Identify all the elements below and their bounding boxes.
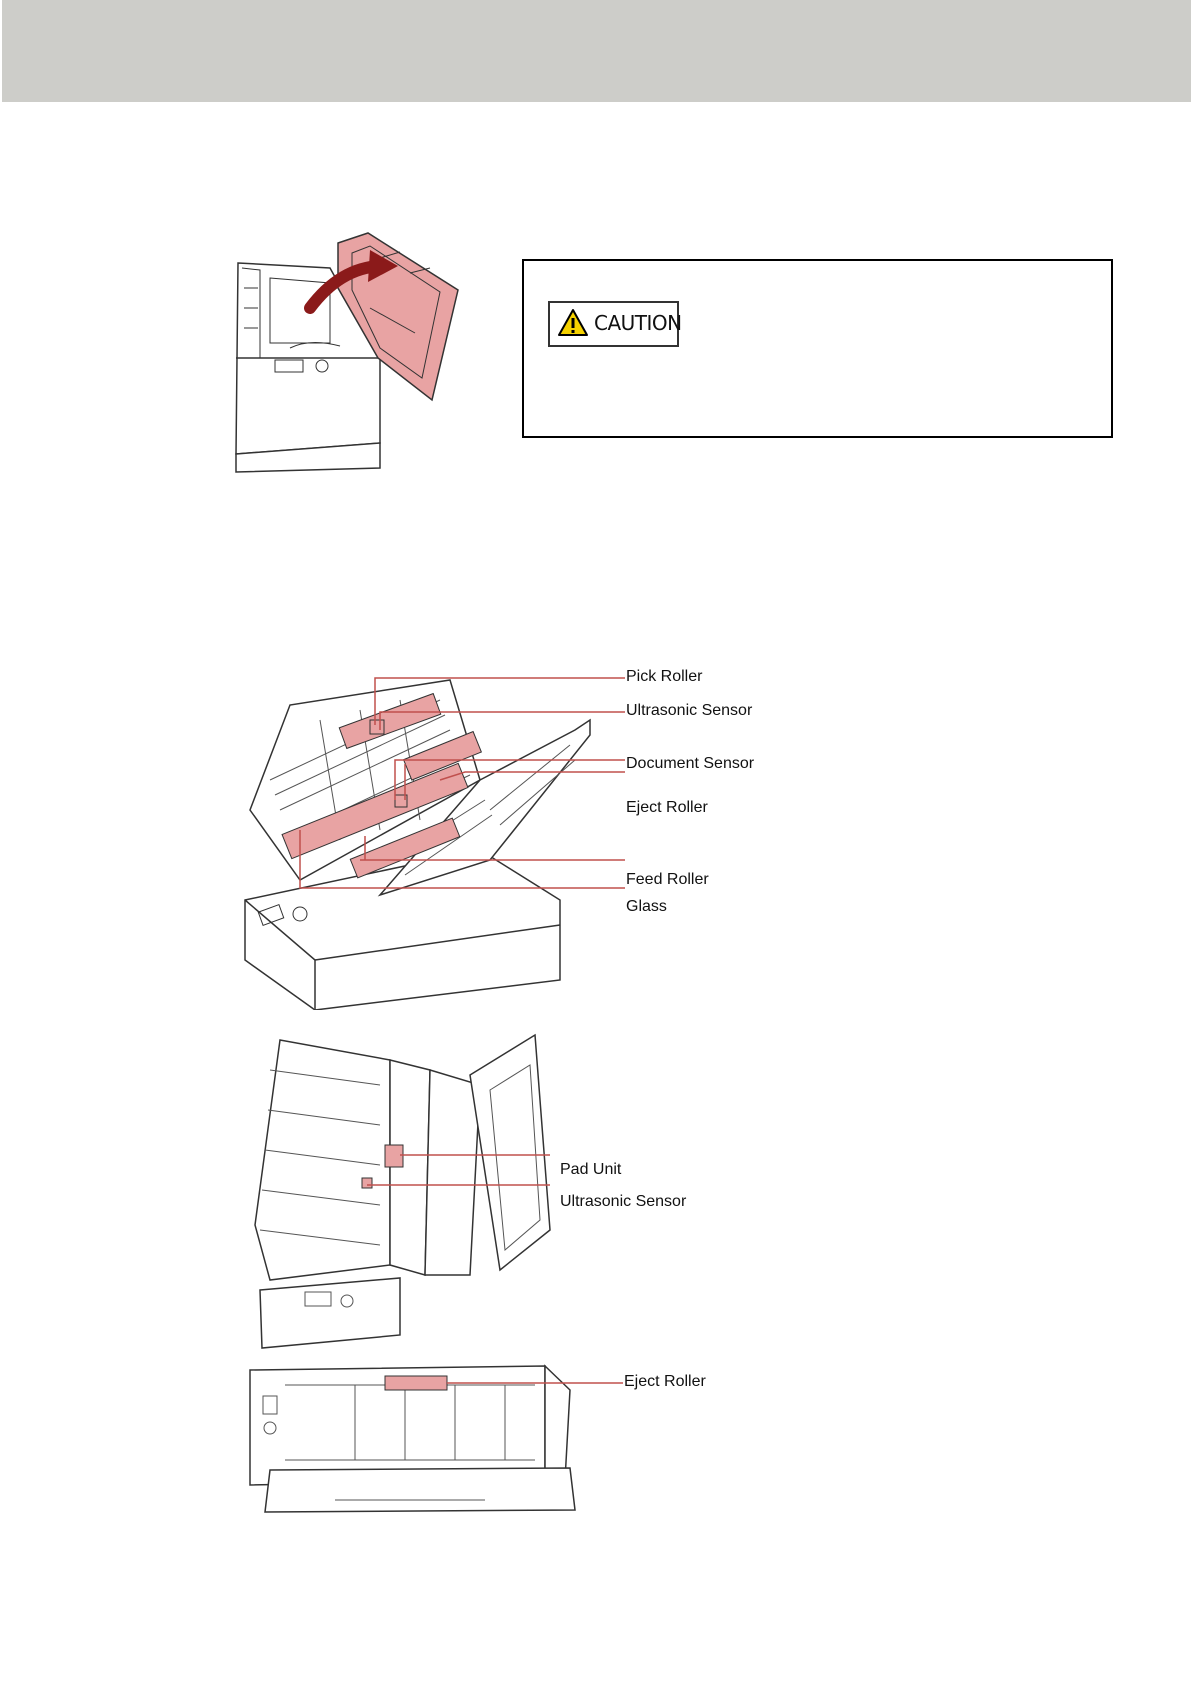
label-document-sensor: Document Sensor [626,755,755,772]
label-pad-unit: Pad Unit [560,1161,622,1178]
caution-badge [548,301,682,347]
label-feed-roller: Feed Roller [626,871,709,888]
label-pick-roller: Pick Roller [626,668,703,685]
label-ultrasonic-sensor: Ultrasonic Sensor [626,702,753,719]
warning-triangle-icon [557,308,589,338]
label-eject-roller: Eject Roller [626,799,708,816]
label-ultrasonic-sensor-2: Ultrasonic Sensor [560,1193,687,1210]
label-glass: Glass [626,898,667,915]
scanner-interior-top-illustration [250,1030,690,1350]
open-adf-cover-illustration [230,228,470,474]
caution-box [522,259,1113,438]
page-header-band [2,0,1191,102]
caution-label: CAUTION [594,311,682,335]
label-eject-roller-rear: Eject Roller [624,1373,706,1390]
